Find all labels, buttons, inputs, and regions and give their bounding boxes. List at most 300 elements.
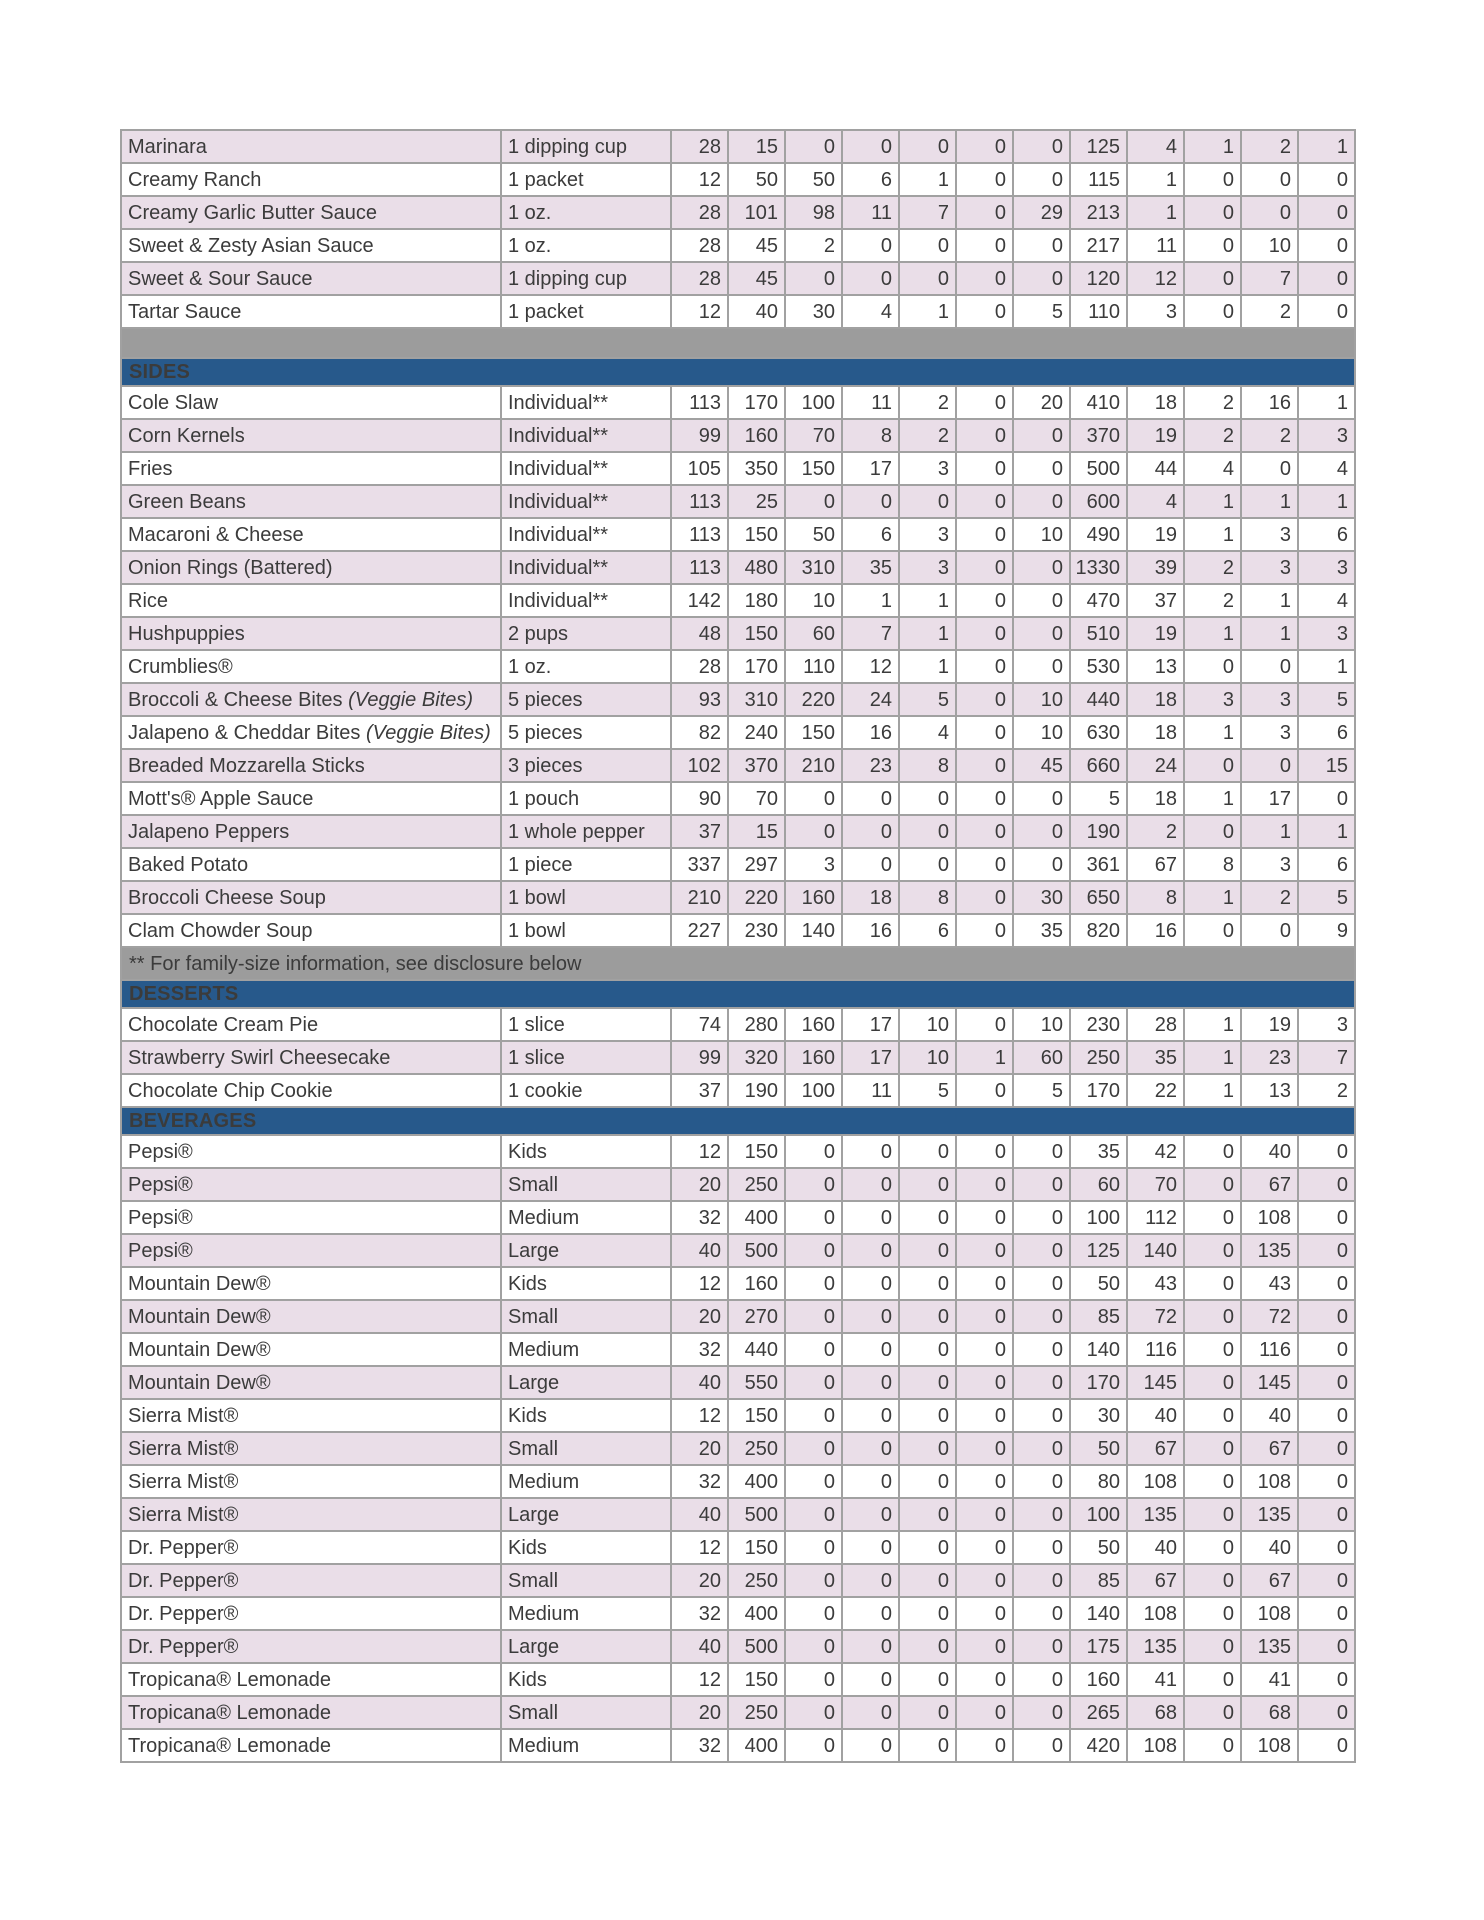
value-cell: 18	[1127, 782, 1184, 815]
value-cell: 23	[842, 749, 899, 782]
value-cell: 0	[842, 1465, 899, 1498]
value-cell: 370	[1070, 419, 1127, 452]
value-cell: 10	[1013, 1008, 1070, 1041]
value-cell: 0	[785, 1366, 842, 1399]
serving-size-cell: Large	[501, 1234, 671, 1267]
value-cell: 0	[899, 1531, 956, 1564]
value-cell: 0	[1013, 1168, 1070, 1201]
item-name-text: Broccoli & Cheese Bites	[128, 688, 349, 711]
value-cell: 16	[1241, 386, 1298, 419]
value-cell: 2	[899, 419, 956, 452]
value-cell: 0	[1298, 1663, 1355, 1696]
value-cell: 40	[671, 1234, 728, 1267]
value-cell: 108	[1241, 1597, 1298, 1630]
value-cell: 41	[1241, 1663, 1298, 1696]
item-name-text: Sweet & Sour Sauce	[128, 267, 313, 290]
value-cell: 0	[956, 1564, 1013, 1597]
value-cell: 180	[728, 584, 785, 617]
value-cell: 0	[899, 1234, 956, 1267]
value-cell: 0	[956, 914, 1013, 947]
value-cell: 22	[1127, 1074, 1184, 1107]
value-cell: 1	[1298, 485, 1355, 518]
value-cell: 44	[1127, 452, 1184, 485]
item-name-text: Dr. Pepper®	[128, 1635, 239, 1658]
item-name-italic-text: (Veggie Bites)	[348, 688, 473, 711]
value-cell: 60	[785, 617, 842, 650]
value-cell: 24	[842, 683, 899, 716]
value-cell: 50	[1070, 1432, 1127, 1465]
item-name-cell	[121, 518, 501, 551]
table-row	[121, 716, 1355, 749]
value-cell: 0	[1013, 1333, 1070, 1366]
value-cell: 16	[842, 914, 899, 947]
section-header-desserts: DESSERTS	[121, 980, 1355, 1008]
value-cell: 2	[899, 386, 956, 419]
value-cell: 100	[1070, 1498, 1127, 1531]
value-cell: 1	[1184, 782, 1241, 815]
value-cell: 0	[785, 1300, 842, 1333]
value-cell: 150	[728, 1399, 785, 1432]
value-cell: 1	[1127, 196, 1184, 229]
value-cell: 0	[1013, 1432, 1070, 1465]
value-cell: 0	[842, 1201, 899, 1234]
item-name-italic-text: (Veggie Bites)	[365, 721, 491, 744]
value-cell: 0	[956, 485, 1013, 518]
serving-size-cell: Kids	[501, 1663, 671, 1696]
value-cell: 0	[1013, 1630, 1070, 1663]
value-cell: 135	[1127, 1498, 1184, 1531]
value-cell: 400	[728, 1201, 785, 1234]
item-name-cell	[121, 1300, 501, 1333]
value-cell: 37	[671, 1074, 728, 1107]
value-cell: 43	[1241, 1267, 1298, 1300]
item-name-cell	[121, 716, 501, 749]
value-cell: 35	[1127, 1041, 1184, 1074]
value-cell: 0	[785, 1729, 842, 1762]
value-cell: 510	[1070, 617, 1127, 650]
value-cell: 0	[785, 1531, 842, 1564]
value-cell: 135	[1127, 1630, 1184, 1663]
table-row	[121, 782, 1355, 815]
value-cell: 135	[1241, 1630, 1298, 1663]
value-cell: 125	[1070, 1234, 1127, 1267]
value-cell: 100	[1070, 1201, 1127, 1234]
serving-size-cell: Individual**	[501, 452, 671, 485]
table-row	[121, 1432, 1355, 1465]
value-cell: 0	[956, 1366, 1013, 1399]
value-cell: 4	[1298, 452, 1355, 485]
value-cell: 0	[1013, 419, 1070, 452]
value-cell: 19	[1241, 1008, 1298, 1041]
value-cell: 135	[1241, 1498, 1298, 1531]
table-row	[121, 1630, 1355, 1663]
item-name-text: Dr. Pepper®	[128, 1602, 239, 1625]
value-cell: 0	[1298, 196, 1355, 229]
value-cell: 220	[728, 881, 785, 914]
value-cell: 0	[785, 1498, 842, 1531]
value-cell: 150	[728, 1135, 785, 1168]
value-cell: 0	[785, 1663, 842, 1696]
value-cell: 0	[956, 1074, 1013, 1107]
value-cell: 0	[842, 815, 899, 848]
item-name-cell	[121, 1432, 501, 1465]
serving-size-cell: Individual**	[501, 551, 671, 584]
value-cell: 4	[842, 295, 899, 328]
value-cell: 0	[1184, 163, 1241, 196]
table-row	[121, 196, 1355, 229]
value-cell: 10	[899, 1008, 956, 1041]
table-row	[121, 815, 1355, 848]
value-cell: 140	[785, 914, 842, 947]
value-cell: 0	[1298, 1168, 1355, 1201]
value-cell: 0	[842, 130, 899, 163]
value-cell: 10	[785, 584, 842, 617]
value-cell: 0	[1298, 1333, 1355, 1366]
value-cell: 10	[1013, 716, 1070, 749]
value-cell: 0	[842, 1333, 899, 1366]
value-cell: 3	[1241, 683, 1298, 716]
item-name-cell	[121, 1201, 501, 1234]
value-cell: 170	[1070, 1074, 1127, 1107]
value-cell: 0	[1298, 295, 1355, 328]
value-cell: 0	[842, 1597, 899, 1630]
value-cell: 0	[899, 485, 956, 518]
value-cell: 108	[1241, 1201, 1298, 1234]
value-cell: 600	[1070, 485, 1127, 518]
value-cell: 12	[671, 1267, 728, 1300]
value-cell: 1	[1184, 1008, 1241, 1041]
value-cell: 0	[899, 130, 956, 163]
value-cell: 108	[1241, 1465, 1298, 1498]
value-cell: 35	[1070, 1135, 1127, 1168]
value-cell: 0	[1298, 1498, 1355, 1531]
item-name-text: Mountain Dew®	[128, 1371, 271, 1394]
value-cell: 99	[671, 1041, 728, 1074]
value-cell: 0	[1013, 1366, 1070, 1399]
item-name-text: Sweet & Zesty Asian Sauce	[128, 234, 374, 257]
value-cell: 18	[1127, 683, 1184, 716]
value-cell: 110	[1070, 295, 1127, 328]
value-cell: 12	[671, 163, 728, 196]
item-name-text: Tropicana® Lemonade	[128, 1668, 332, 1691]
value-cell: 0	[1298, 1135, 1355, 1168]
value-cell: 12	[842, 650, 899, 683]
value-cell: 0	[1013, 1234, 1070, 1267]
value-cell: 150	[728, 518, 785, 551]
value-cell: 67	[1127, 1564, 1184, 1597]
value-cell: 470	[1070, 584, 1127, 617]
value-cell: 0	[1184, 1267, 1241, 1300]
value-cell: 160	[785, 1008, 842, 1041]
value-cell: 3	[1241, 551, 1298, 584]
item-name-cell	[121, 1333, 501, 1366]
value-cell: 230	[728, 914, 785, 947]
value-cell: 0	[785, 1696, 842, 1729]
value-cell: 0	[1013, 485, 1070, 518]
value-cell: 7	[1241, 262, 1298, 295]
table-row	[121, 1663, 1355, 1696]
value-cell: 0	[899, 1465, 956, 1498]
value-cell: 0	[956, 1597, 1013, 1630]
value-cell: 310	[728, 683, 785, 716]
item-name-text: Tropicana® Lemonade	[128, 1701, 332, 1724]
value-cell: 3	[1127, 295, 1184, 328]
value-cell: 0	[842, 1432, 899, 1465]
value-cell: 40	[671, 1498, 728, 1531]
value-cell: 0	[842, 1696, 899, 1729]
value-cell: 400	[728, 1729, 785, 1762]
value-cell: 0	[785, 1267, 842, 1300]
value-cell: 0	[956, 749, 1013, 782]
value-cell: 150	[728, 617, 785, 650]
value-cell: 1	[899, 163, 956, 196]
item-name-text: Dr. Pepper®	[128, 1536, 239, 1559]
value-cell: 0	[956, 584, 1013, 617]
item-name-cell	[121, 262, 501, 295]
value-cell: 7	[1298, 1041, 1355, 1074]
value-cell: 0	[1298, 782, 1355, 815]
item-name-cell	[121, 485, 501, 518]
value-cell: 0	[899, 1201, 956, 1234]
value-cell: 1	[1184, 1074, 1241, 1107]
value-cell: 3	[899, 551, 956, 584]
value-cell: 2	[1184, 551, 1241, 584]
item-name-text: Rice	[128, 589, 169, 612]
value-cell: 0	[1298, 1267, 1355, 1300]
value-cell: 250	[728, 1696, 785, 1729]
value-cell: 0	[956, 452, 1013, 485]
value-cell: 0	[842, 262, 899, 295]
value-cell: 0	[842, 1729, 899, 1762]
table-row	[121, 1399, 1355, 1432]
value-cell: 0	[1013, 1267, 1070, 1300]
item-name-text: Crumblies®	[128, 655, 233, 678]
value-cell: 0	[842, 1498, 899, 1531]
item-name-text: Pepsi®	[128, 1206, 193, 1229]
item-name-text: Cole Slaw	[128, 391, 219, 414]
value-cell: 240	[728, 716, 785, 749]
value-cell: 0	[1013, 848, 1070, 881]
item-name-cell	[121, 584, 501, 617]
item-name-cell	[121, 1630, 501, 1663]
value-cell: 29	[1013, 196, 1070, 229]
value-cell: 70	[728, 782, 785, 815]
value-cell: 43	[1127, 1267, 1184, 1300]
value-cell: 0	[842, 782, 899, 815]
serving-size-cell: 1 oz.	[501, 650, 671, 683]
value-cell: 24	[1127, 749, 1184, 782]
value-cell: 210	[785, 749, 842, 782]
value-cell: 0	[956, 1663, 1013, 1696]
value-cell: 0	[956, 1267, 1013, 1300]
value-cell: 5	[1013, 295, 1070, 328]
value-cell: 0	[956, 1399, 1013, 1432]
value-cell: 12	[671, 1399, 728, 1432]
value-cell: 100	[785, 386, 842, 419]
value-cell: 140	[1070, 1333, 1127, 1366]
value-cell: 0	[1013, 1531, 1070, 1564]
value-cell: 250	[1070, 1041, 1127, 1074]
item-name-text: Fries	[128, 457, 173, 480]
item-name-text: Sierra Mist®	[128, 1437, 239, 1460]
item-name-cell	[121, 1135, 501, 1168]
value-cell: 72	[1127, 1300, 1184, 1333]
value-cell: 11	[842, 386, 899, 419]
value-cell: 250	[728, 1168, 785, 1201]
value-cell: 220	[785, 683, 842, 716]
value-cell: 0	[1013, 1399, 1070, 1432]
item-name-text: Creamy Garlic Butter Sauce	[128, 201, 377, 224]
table-row	[121, 386, 1355, 419]
value-cell: 217	[1070, 229, 1127, 262]
value-cell: 160	[728, 419, 785, 452]
value-cell: 297	[728, 848, 785, 881]
value-cell: 0	[956, 650, 1013, 683]
value-cell: 42	[1127, 1135, 1184, 1168]
value-cell: 15	[1298, 749, 1355, 782]
value-cell: 0	[1298, 1366, 1355, 1399]
table-row	[121, 1564, 1355, 1597]
value-cell: 0	[956, 1729, 1013, 1762]
value-cell: 20	[1013, 386, 1070, 419]
item-name-text: Sierra Mist®	[128, 1470, 239, 1493]
value-cell: 0	[1184, 650, 1241, 683]
value-cell: 28	[671, 229, 728, 262]
value-cell: 0	[1298, 1300, 1355, 1333]
value-cell: 19	[1127, 419, 1184, 452]
value-cell: 11	[842, 196, 899, 229]
value-cell: 0	[1013, 1201, 1070, 1234]
value-cell: 68	[1241, 1696, 1298, 1729]
value-cell: 1	[1241, 815, 1298, 848]
value-cell: 30	[785, 295, 842, 328]
value-cell: 3	[1241, 716, 1298, 749]
value-cell: 67	[1127, 848, 1184, 881]
value-cell: 0	[956, 518, 1013, 551]
item-name-text: Macaroni & Cheese	[128, 523, 304, 546]
value-cell: 25	[728, 485, 785, 518]
value-cell: 0	[899, 1399, 956, 1432]
value-cell: 0	[1241, 196, 1298, 229]
value-cell: 0	[1184, 1465, 1241, 1498]
value-cell: 4	[1127, 130, 1184, 163]
value-cell: 40	[671, 1630, 728, 1663]
value-cell: 0	[1184, 1729, 1241, 1762]
table-row	[121, 1300, 1355, 1333]
item-name-cell	[121, 881, 501, 914]
table-row	[121, 551, 1355, 584]
value-cell: 90	[671, 782, 728, 815]
value-cell: 0	[842, 1135, 899, 1168]
value-cell: 0	[842, 1630, 899, 1663]
value-cell: 0	[899, 1432, 956, 1465]
value-cell: 1	[956, 1041, 1013, 1074]
value-cell: 0	[1184, 1234, 1241, 1267]
value-cell: 0	[1184, 1663, 1241, 1696]
value-cell: 0	[1013, 163, 1070, 196]
value-cell: 40	[1127, 1531, 1184, 1564]
table-row	[121, 1074, 1355, 1107]
item-name-text: Sierra Mist®	[128, 1404, 239, 1427]
value-cell: 98	[785, 196, 842, 229]
value-cell: 68	[1127, 1696, 1184, 1729]
table-row	[121, 1696, 1355, 1729]
value-cell: 1	[899, 650, 956, 683]
item-name-cell	[121, 848, 501, 881]
value-cell: 210	[671, 881, 728, 914]
value-cell: 1	[1241, 485, 1298, 518]
value-cell: 0	[899, 262, 956, 295]
value-cell: 28	[671, 650, 728, 683]
value-cell: 0	[1298, 262, 1355, 295]
value-cell: 0	[899, 1696, 956, 1729]
item-name-cell	[121, 1399, 501, 1432]
spacer-row	[121, 328, 1355, 358]
value-cell: 440	[728, 1333, 785, 1366]
value-cell: 1	[1298, 386, 1355, 419]
serving-size-cell: 1 piece	[501, 848, 671, 881]
value-cell: 3	[899, 518, 956, 551]
value-cell: 0	[1298, 163, 1355, 196]
value-cell: 400	[728, 1465, 785, 1498]
item-name-cell	[121, 229, 501, 262]
table-row	[121, 1135, 1355, 1168]
spacer-band	[121, 328, 1355, 358]
value-cell: 93	[671, 683, 728, 716]
value-cell: 0	[899, 1597, 956, 1630]
value-cell: 0	[1013, 1663, 1070, 1696]
value-cell: 410	[1070, 386, 1127, 419]
value-cell: 17	[842, 452, 899, 485]
value-cell: 35	[1013, 914, 1070, 947]
value-cell: 0	[956, 782, 1013, 815]
value-cell: 1	[1184, 485, 1241, 518]
value-cell: 0	[899, 1564, 956, 1597]
serving-size-cell: 5 pieces	[501, 683, 671, 716]
value-cell: 0	[956, 1696, 1013, 1729]
item-name-cell	[121, 1168, 501, 1201]
value-cell: 0	[1013, 1300, 1070, 1333]
value-cell: 150	[728, 1663, 785, 1696]
value-cell: 0	[1241, 650, 1298, 683]
value-cell: 175	[1070, 1630, 1127, 1663]
value-cell: 1	[1184, 518, 1241, 551]
item-name-cell	[121, 1465, 501, 1498]
value-cell: 40	[1241, 1135, 1298, 1168]
value-cell: 0	[1013, 584, 1070, 617]
serving-size-cell: Large	[501, 1366, 671, 1399]
value-cell: 67	[1241, 1168, 1298, 1201]
value-cell: 0	[1184, 1333, 1241, 1366]
value-cell: 0	[1013, 782, 1070, 815]
value-cell: 50	[728, 163, 785, 196]
serving-size-cell: Small	[501, 1432, 671, 1465]
serving-size-cell: 1 bowl	[501, 881, 671, 914]
value-cell: 0	[1013, 617, 1070, 650]
value-cell: 0	[785, 1333, 842, 1366]
value-cell: 0	[785, 1564, 842, 1597]
table-row	[121, 1168, 1355, 1201]
value-cell: 113	[671, 386, 728, 419]
value-cell: 350	[728, 452, 785, 485]
value-cell: 0	[956, 229, 1013, 262]
item-name-cell	[121, 452, 501, 485]
value-cell: 99	[671, 419, 728, 452]
value-cell: 150	[785, 452, 842, 485]
serving-size-cell: Kids	[501, 1531, 671, 1564]
value-cell: 5	[1298, 683, 1355, 716]
table-row	[121, 485, 1355, 518]
